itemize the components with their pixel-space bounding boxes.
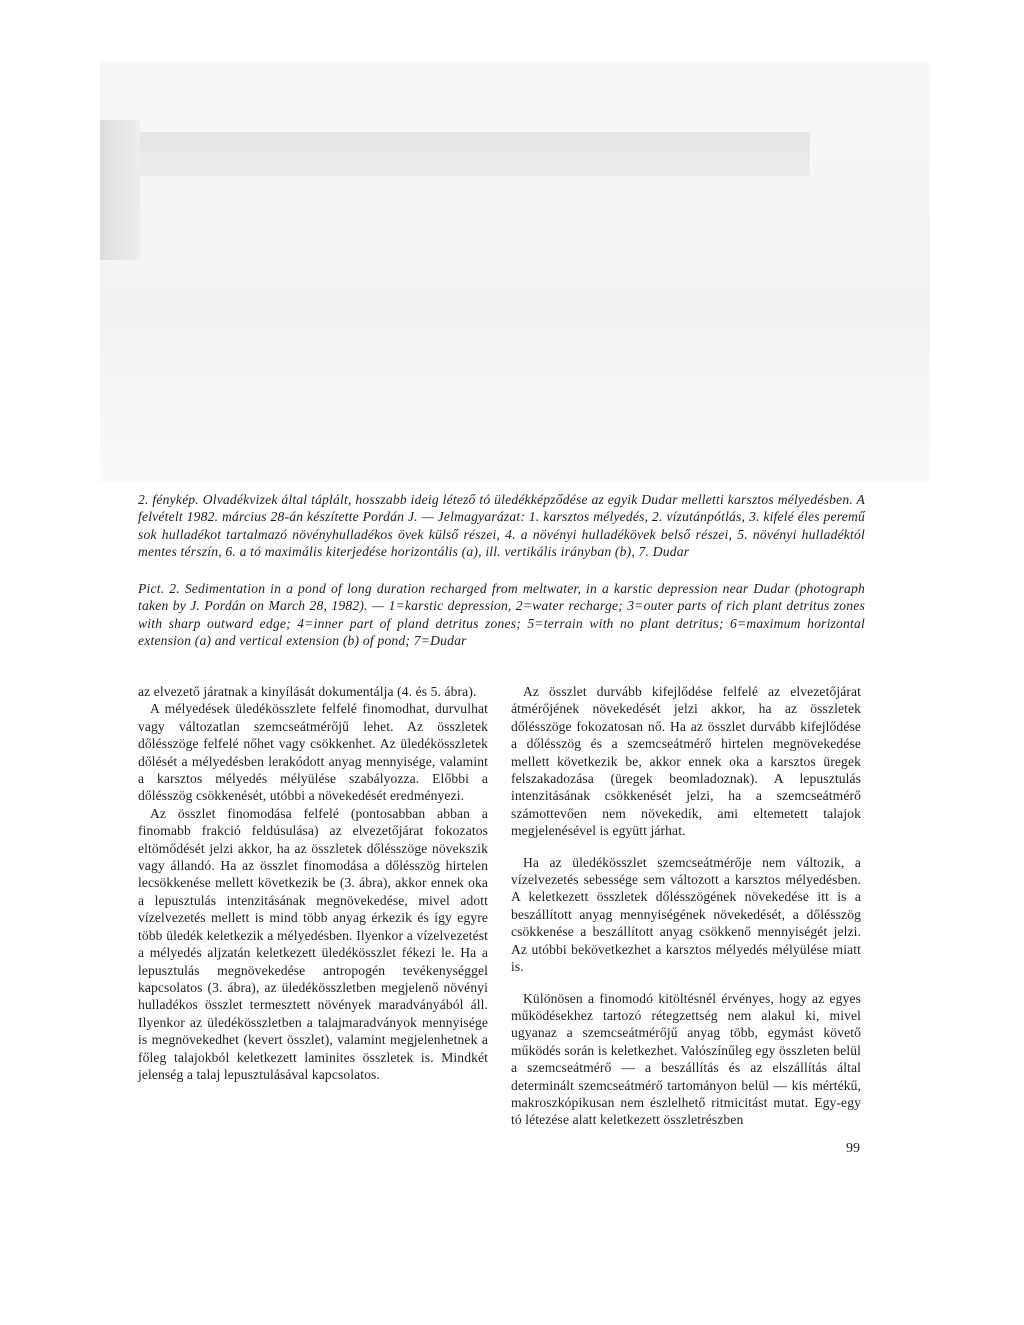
paragraph: Ha az üledékösszlet szemcseátmérője nem változik, a vízelvezetés sebessége sem változott a karsztos mélyedésben. A keletkezett összletek dőlésszögének növekedése itt is a beszállított anyag mennyiségének növekedését, a dőlésszög csökkenése a beszállított anyag csökkenő mennyiségét jelzi. Az utóbbi bekövetkezhet a karsztos mélyedés mélyülése miatt is. [511,854,861,975]
caption-english-text: Pict. 2. Sedimentation in a pond of long duration recharged from meltwater, in a karstic depression near Dudar (photograph taken by J. Pordán on March 28, 1982). — 1=karstic depression, 2=water recharge; 3=outer parts of rich plant detritus zones with sharp outward edge; 4=inner part of pland detritus zones; 5=terrain with no plant detritus; 6=maximum horizontal extension (a) and vertical extension (b) of pond; 7=Dudar [138,581,865,649]
photo-plate-edge [100,120,140,260]
paragraph: Az összlet finomodása felfelé (pontosabban abban a finomabb frakció feldúsulása) az elvezetőjárat fokozatos eltömődését jelzi akkor, ha az összletek dőlésszöge növekszik vagy állandó. Ha az összlet finomodása a dőlésszög hirtelen lecsökkenése mellett következik be (3. ábra), akkor ennek oka a lepusztulás intenzitásának megnövekedése, mivel adott vízelvezetés mellett is mind több anyag érkezik és így egyre több üledék keletkezik a mélyedésben. Ilyenkor a vízelvezetést a mélyedés aljzatán keletkezett üledékösszlet fékezi le. Ha a lepusztulás megnövekedése antropogén tevékenységgel kapcsolatos (3. ábra), az üledékösszletben megjelenő növényi hulladékos összlet termesztett növények maradványából áll. Ilyenkor az üledékösszletben a talajmaradványok mennyisége is megnövekedhet (kevert összlet), valamint megjelenhetnek a főleg talajokból keletkezett laminites összletek is. Mindkét jelenség a talaj lepusztulásával kapcsolatos. [138,805,488,1082]
figure-caption-hungarian [138,491,865,561]
paragraph: Különösen a finomodó kitöltésnél érvényes, hogy az egyes működésekhez tartozó rétegzettség nem alakul ki, mivel ugyanaz a szemcseátmérőjű anyag több, egymást követő működés során is keletkezhet. Valószínűleg egy összleten belül a szemcseátmérő — a beszállítás és az elszállítás által determinált szemcseátmérő tartományon belül — kis mértékű, makroszkópikusan nem észlelhető ritmicitást mutat. Egy-egy tó létezése alatt keletkezett összletrészben [511,990,861,1128]
paragraph: Az összlet durvább kifejlődése felfelé az elvezetőjárat átmérőjének növekedését jelzi akkor, ha az összletek dőlésszöge fokozatosan nő. Ha az összlet durvább kifejlődése a dőlésszög és a szemcseátmérő hirtelen megnövekedése mellett következik be, akkor ennek oka a karsztos üregek felszakadozása (üregek beomladoznak). A lepusztulás intenzitásának csökkenését jelzi, ha a szemcseátmérő számottevően nem növekedik, ami eltemetett talajok megjelenésével is együtt járhat. [511,684,861,839]
left-text-column [138,683,488,1083]
caption-hungarian-text: 2. fénykép. Olvadékvizek által táplált, hosszabb ideig létező tó üledékképződése az egyik Dudar melletti karsztos mélyedésben. A felvételt 1982. március 28-án készítette Pordán J. — Jelmagyarázat: 1. karsztos mélyedés, 2. vízutánpótlás, 3. kifelé éles peremű sok hulladékot tartalmazó növényhulladékos övek külső részei, 4. a növényi hulladékövek belső részei, 5. növényi hulladéktól mentes térszín, 6. a tó maximális kiterjedése horizontális (a), ill. vertikális irányban (b), 7. Dudar [138,492,865,560]
paragraph: A mélyedések üledékösszlete felfelé finomodhat, durvulhat vagy változatlan szemcseátmérőjű lehet. Az összletek dőlésszöge felfelé nőhet vagy csökkenhet. Az üledékösszletek dőlését a mélyedésben lerakódott anyag mennyisége, valamint a karsztos mélyedés mélyülése szabályozza. Előbbi a dőlésszög csökkenését, utóbbi a növekedését eredményezi. [138,701,488,804]
paragraph: az elvezető járatnak a kinyílását dokumentálja (4. és 5. ábra). [138,684,477,699]
page-number: 99 [846,1141,860,1156]
right-text-column [511,683,861,1129]
photo-plate-area [100,62,930,482]
photo-plate-strip [140,132,810,176]
figure-caption-english [138,580,865,650]
